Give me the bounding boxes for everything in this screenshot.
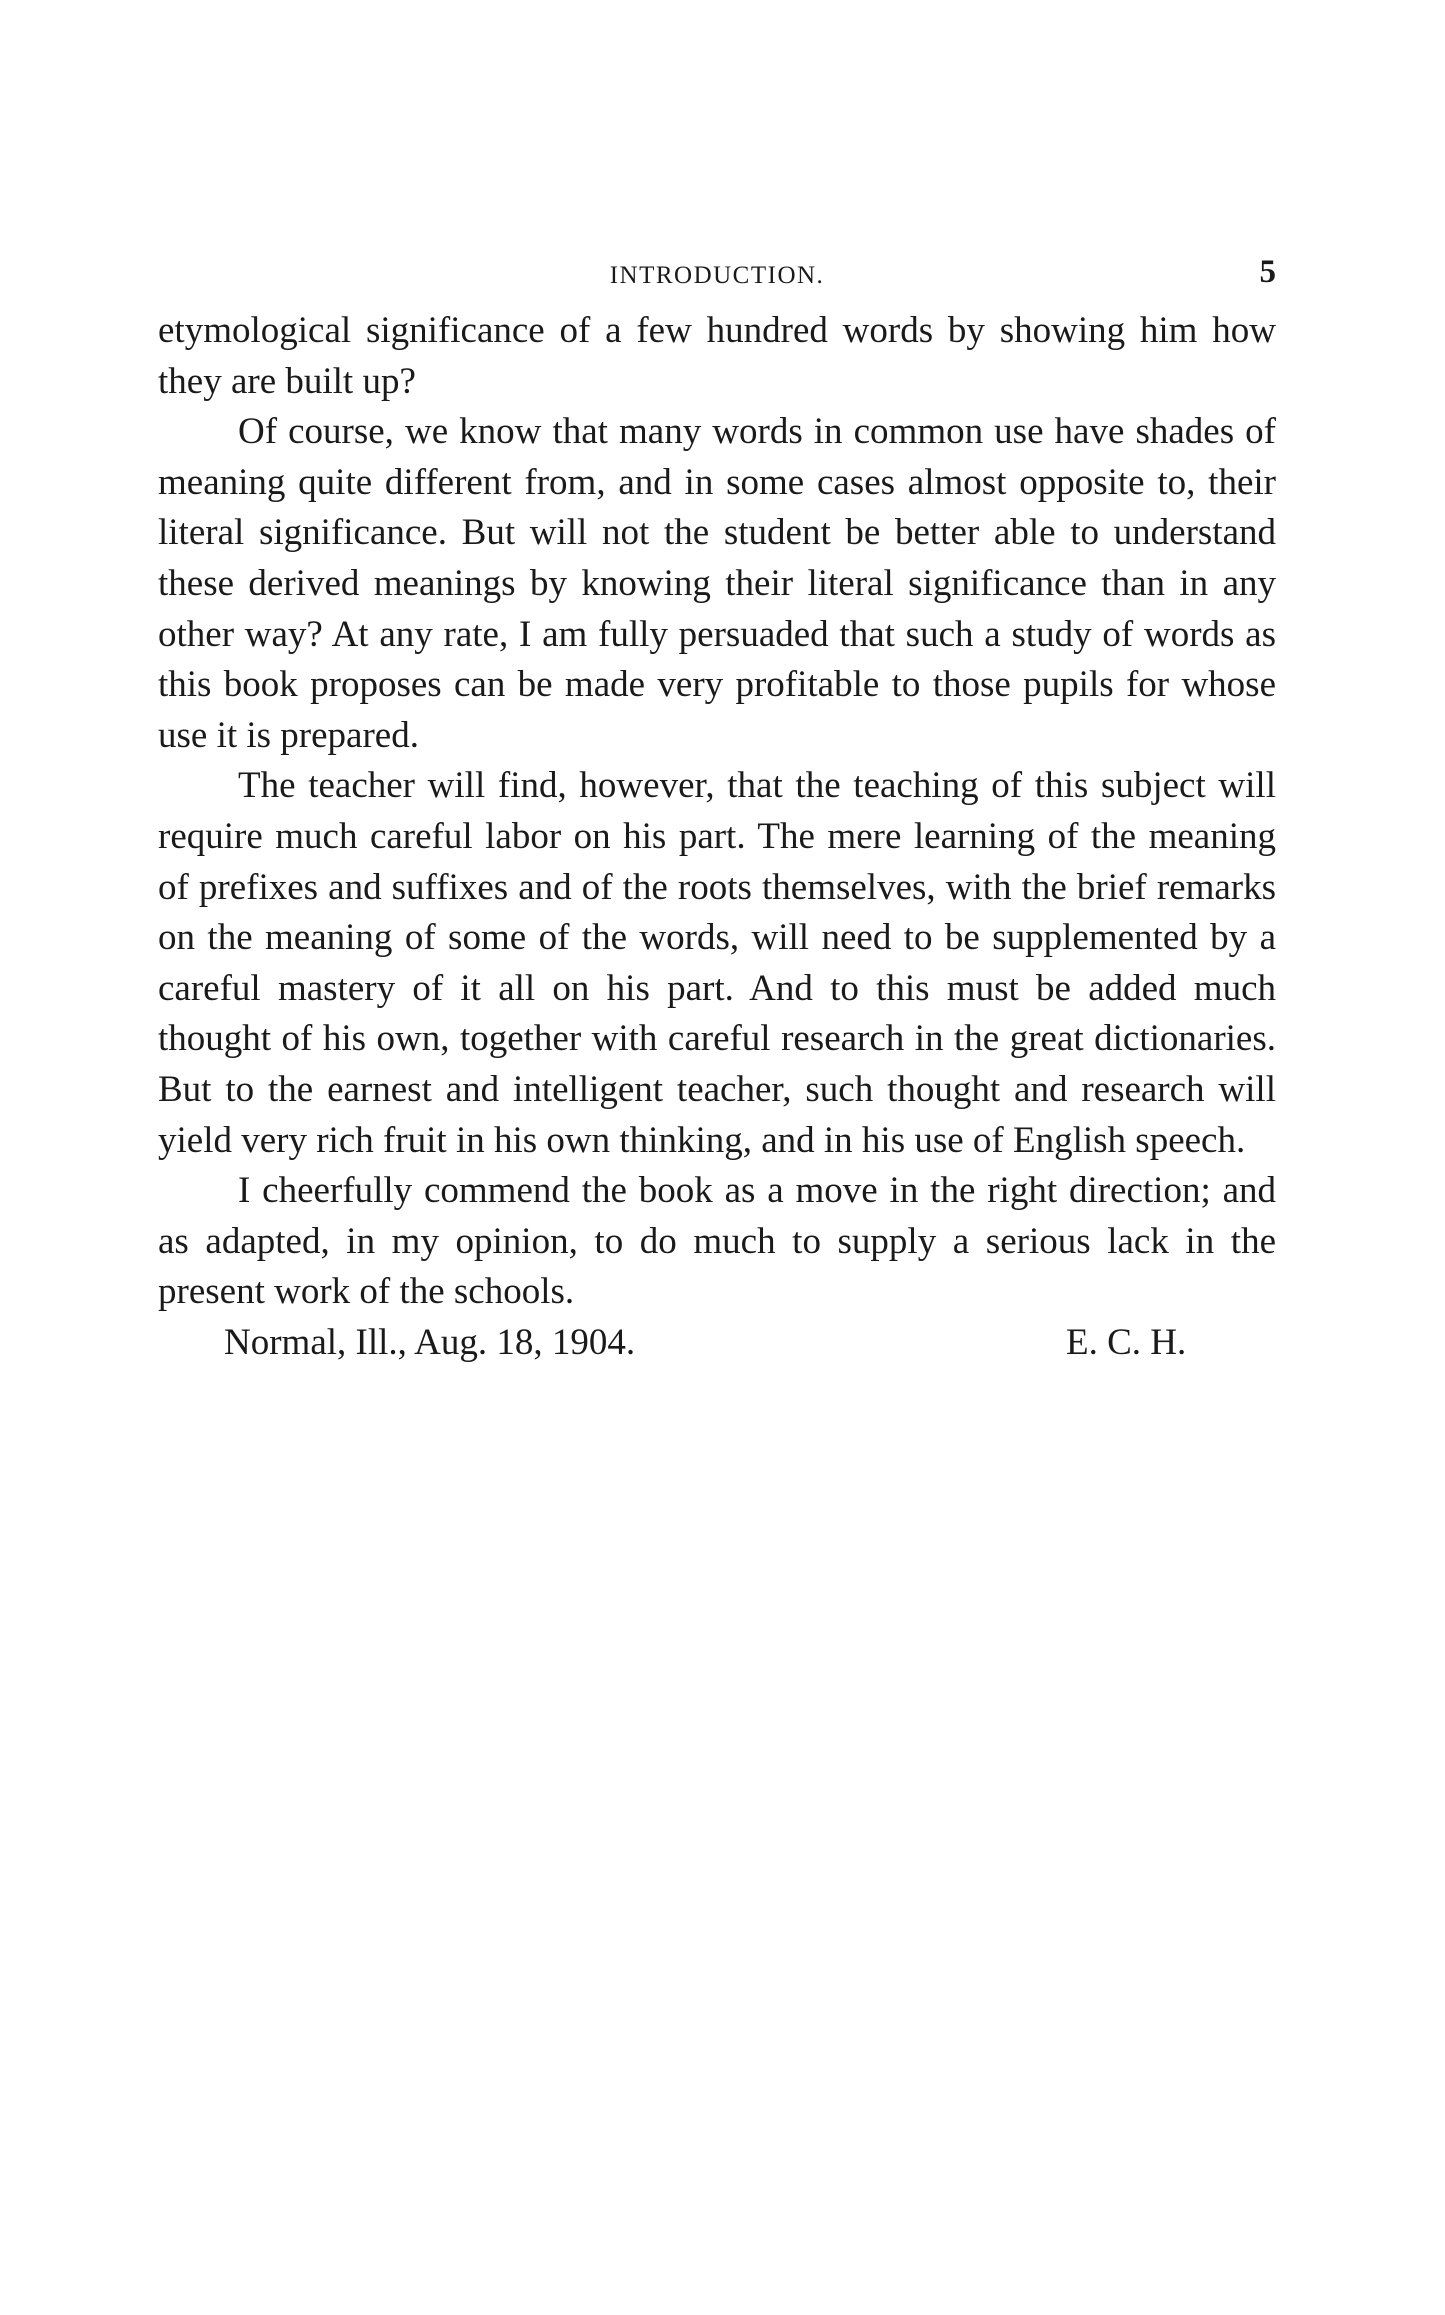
book-page <box>158 252 1276 1370</box>
paragraph-literal-significance: Of course, we know that many words in common use have shades of meaning quite different from, and in some cases almost opposite to, their literal significance. But will not the student be better able to understand these derived meanings by knowing their literal significance than in any other way? At any rate, I am fully persuaded that such a study of words as this book proposes can be made very profitable to those pupils for whose use it is prepared. <box>158 411 1276 756</box>
running-head <box>158 252 1276 298</box>
paragraph-teacher: The teacher will find, however, that the teaching of this subject will require much careful labor on his part. The mere learning of the meaning of prefixes and suffixes and of the roots themselves, with the brief remarks on the meaning of some of the words, will need to be supplemented by a careful mastery of it all on his part. And to this must be added much thought of his own, together with careful research in the great dictionaries. But to the earnest and intelligent teacher, such thought and research will yield very rich fruit in his own thinking, and in his use of English speech. <box>158 765 1276 1161</box>
page-number: 5 <box>1259 254 1276 290</box>
signature-line <box>158 1318 1276 1370</box>
author-initials: E. C. H. <box>1066 1321 1187 1363</box>
paragraph-commendation: I cheerfully commend the book as a move in the right direction; and as adapted, in my opinion, to do much to supply a serious lack in the present work of the schools. <box>158 1170 1276 1313</box>
place-and-date: Normal, Ill., Aug. 18, 1904. <box>224 1321 636 1363</box>
paragraph-continued: etymological significance of a few hundred words by showing him how they are built up? <box>158 310 1276 402</box>
running-title: INTRODUCTION. <box>609 262 825 289</box>
